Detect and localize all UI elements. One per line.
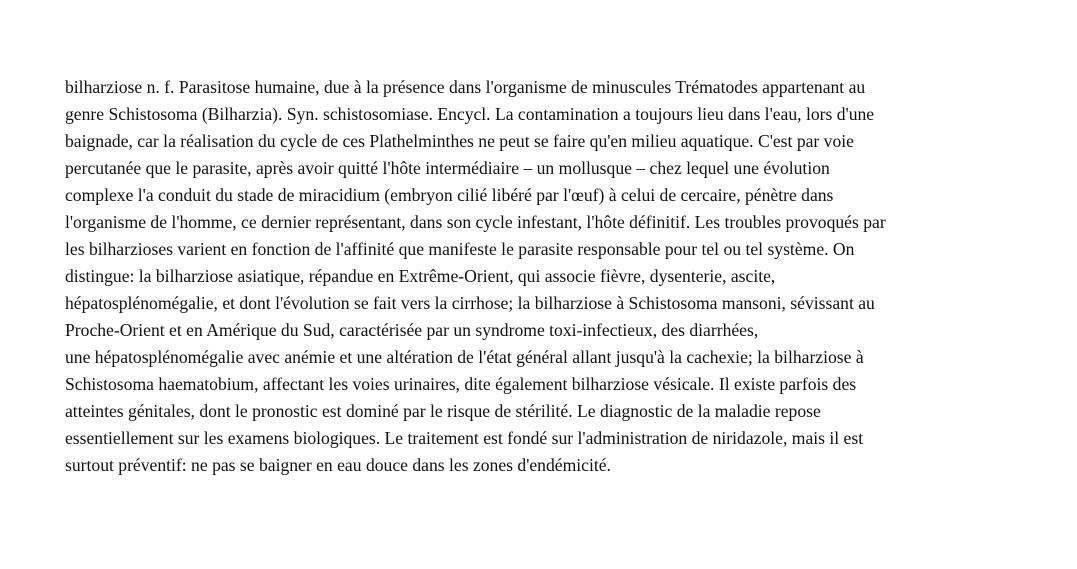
entry-line: Schistosoma haematobium, affectant les voies urinaires, dite également bilharziose vésicale. Il existe parfois des bbox=[65, 374, 857, 394]
entry-line: Proche-Orient et en Amérique du Sud, caractérisée par un syndrome toxi-infectieux, des diarrhées, bbox=[65, 320, 759, 340]
entry-line: genre Schistosoma (Bilharzia). Syn. schistosomiase. Encycl. La contamination a toujours lieu dans l'eau, lors d'une bbox=[65, 104, 875, 124]
entry-line: percutanée que le parasite, après avoir quitté l'hôte intermédiaire – un mollusque – chez lequel une évolution bbox=[65, 158, 830, 178]
entry-line: une hépatosplénomégalie avec anémie et une altération de l'état général allant jusqu'à la cachexie; la bilharziose à bbox=[65, 347, 864, 367]
dictionary-entry-text bbox=[65, 74, 1015, 479]
entry-line: essentiellement sur les examens biologiques. Le traitement est fondé sur l'administration de niridazole, mais il est bbox=[65, 428, 864, 448]
entry-line: complexe l'a conduit du stade de miracidium (embryon cilié libéré par l'œuf) à celui de cercaire, pénètre dans bbox=[65, 185, 834, 205]
entry-line: atteintes génitales, dont le pronostic est dominé par le risque de stérilité. Le diagnostic de la maladie repose bbox=[65, 401, 821, 421]
entry-line: l'organisme de l'homme, ce dernier représentant, dans son cycle infestant, l'hôte définitif. Les troubles provoqués par bbox=[65, 212, 886, 232]
entry-line: hépatosplénomégalie, et dont l'évolution se fait vers la cirrhose; la bilharziose à Schistosoma mansoni, sévissant au bbox=[65, 293, 875, 313]
entry-line: les bilharzioses varient en fonction de l'affinité que manifeste le parasite responsable pour tel ou tel système. On bbox=[65, 239, 855, 259]
entry-line: distingue: la bilharziose asiatique, répandue en Extrême-Orient, qui associe fièvre, dysenterie, ascite, bbox=[65, 266, 776, 286]
entry-line: baignade, car la réalisation du cycle de ces Plathelminthes ne peut se faire qu'en milieu aquatique. C'est par voie bbox=[65, 131, 854, 151]
entry-line: bilharziose n. f. Parasitose humaine, due à la présence dans l'organisme de minuscules Trématodes appartenant au bbox=[65, 77, 866, 97]
entry-line: surtout préventif: ne pas se baigner en eau douce dans les zones d'endémicité. bbox=[65, 455, 611, 475]
